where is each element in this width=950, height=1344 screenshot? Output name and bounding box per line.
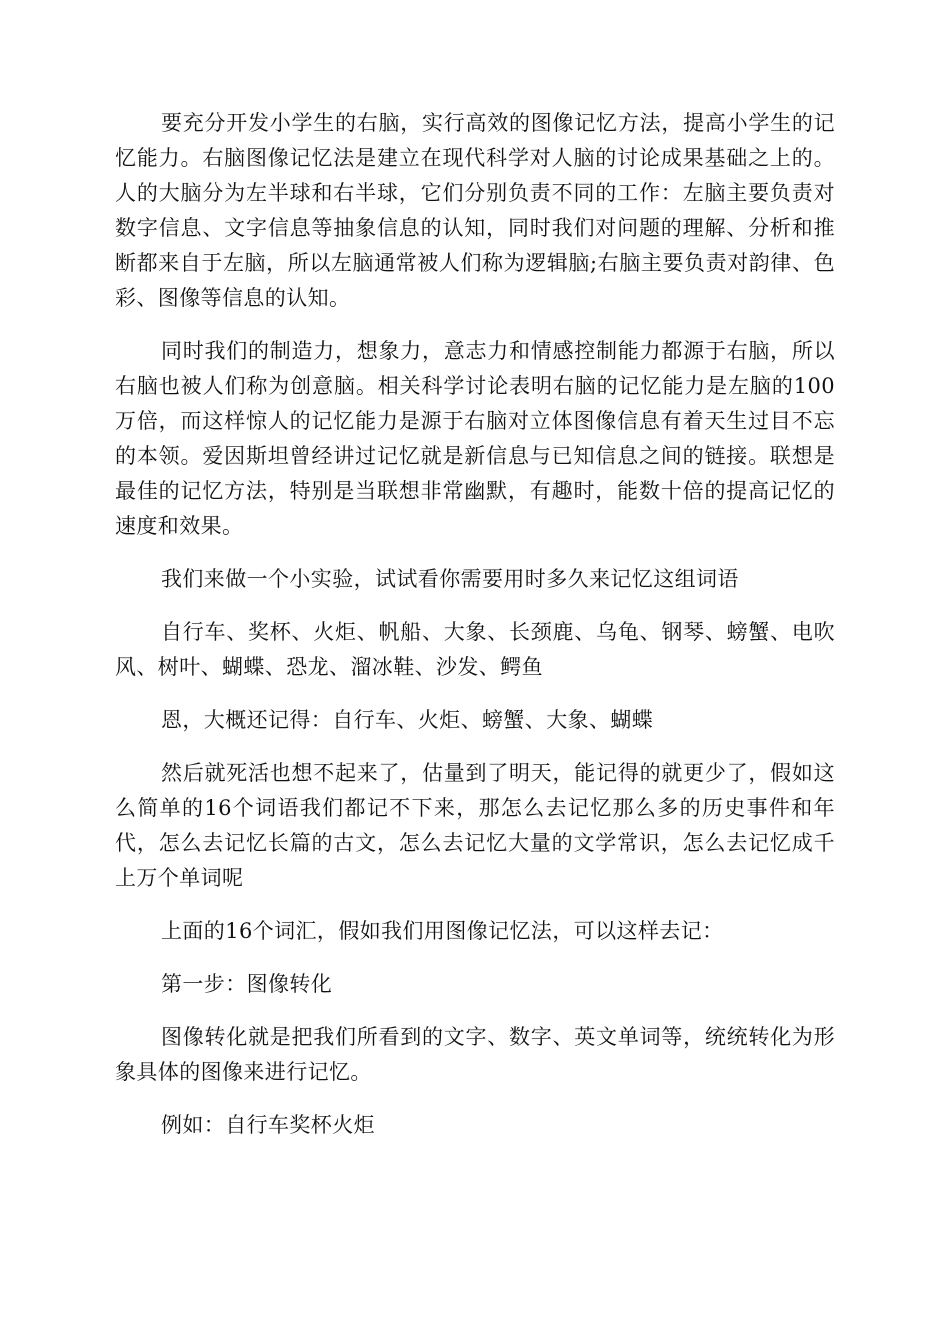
paragraph-right-brain-memory: 要充分开发小学生的右脑，实行高效的图像记忆方法，提高小学生的记忆能力。右脑图像记忆法是建立在现代科学对人脑的讨论成果基础之上的。人的大脑分为左半球和右半球，它们分别负责不同的工作：左脑主要负责对数字信息、文字信息等抽象信息的认知，同时我们对问题的理解、分析和推断都来自于左脑，所以左脑通常被人们称为逻辑脑;右脑主要负责对韵律、色彩、图像等信息的认知。 (115, 111, 835, 310)
step-one-heading: 第一步：图像转化 (161, 972, 333, 996)
paragraph-example: 例如：自行车奖杯火炬 (161, 1113, 375, 1137)
paragraph-method-intro: 上面的16个词汇，假如我们用图像记忆法，可以这样去记： (161, 919, 724, 943)
document-body (115, 106, 835, 1161)
paragraph-creative-brain: 同时我们的制造力，想象力，意志力和情感控制能力都源于右脑，所以右脑也被人们称为创意脑。相关科学讨论表明右脑的记忆能力是左脑的100万倍，而这样惊人的记忆能力是源于右脑对立体图像信息有着天生过目不忘的本领。爱因斯坦曾经讲过记忆就是新信息与已知信息之间的链接。联想是最佳的记忆方法，特别是当联想非常幽默，有趣时，能数十倍的提高记忆的速度和效果。 (115, 339, 835, 538)
paragraph-recalled-words: 恩，大概还记得：自行车、火炬、螃蟹、大象、蝴蝶 (161, 708, 654, 732)
paragraph-experiment-intro: 我们来做一个小实验，试试看你需要用时多久来记忆这组词语 (161, 567, 739, 591)
paragraph-image-conversion: 图像转化就是把我们所看到的文字、数字、英文单词等，统统转化为形象具体的图像来进行记忆。 (115, 1025, 835, 1084)
paragraph-forgetting: 然后就死活也想不起来了，估量到了明天，能记得的就更少了，假如这么简单的16个词语我们都记不下来，那怎么去记忆那么多的历史事件和年代，怎么去记忆长篇的古文，怎么去记忆大量的文学常识，怎么去记忆成千上万个单词呢 (115, 761, 835, 890)
paragraph-word-list: 自行车、奖杯、火炬、帆船、大象、长颈鹿、乌龟、钢琴、螃蟹、电吹风、树叶、蝴蝶、恐龙、溜冰鞋、沙发、鳄鱼 (115, 620, 835, 679)
